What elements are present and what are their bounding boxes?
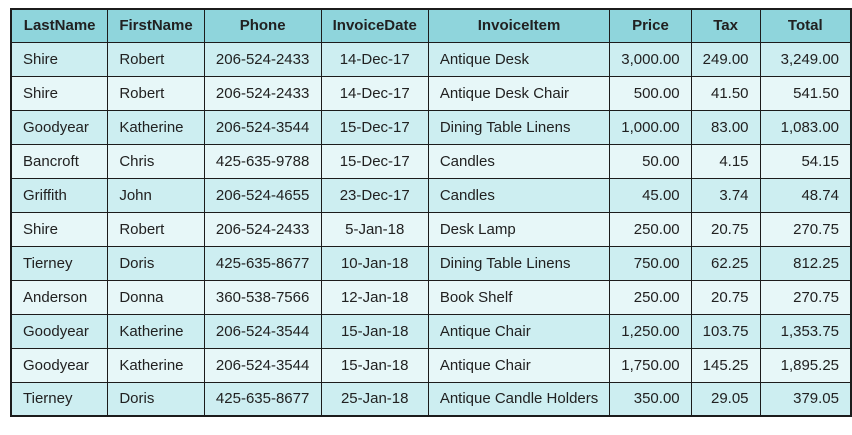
table-cell: 20.75 bbox=[691, 280, 760, 314]
table-cell: Katherine bbox=[108, 314, 204, 348]
table-cell: 1,000.00 bbox=[610, 110, 691, 144]
table-cell: 206-524-2433 bbox=[204, 212, 321, 246]
table-cell: 4.15 bbox=[691, 144, 760, 178]
table-cell: Dining Table Linens bbox=[428, 246, 609, 280]
table-body bbox=[11, 42, 851, 416]
table-row bbox=[11, 42, 851, 76]
table-cell: Antique Desk bbox=[428, 42, 609, 76]
table-cell: Robert bbox=[108, 42, 204, 76]
table-cell: 5-Jan-18 bbox=[321, 212, 428, 246]
table-row bbox=[11, 110, 851, 144]
table-cell: Candles bbox=[428, 178, 609, 212]
table-cell: 45.00 bbox=[610, 178, 691, 212]
table-cell: 350.00 bbox=[610, 382, 691, 416]
table-cell: 360-538-7566 bbox=[204, 280, 321, 314]
table-cell: 206-524-3544 bbox=[204, 314, 321, 348]
table-cell: Shire bbox=[11, 76, 108, 110]
table-cell: Candles bbox=[428, 144, 609, 178]
header-row bbox=[11, 9, 851, 42]
table-cell: Antique Candle Holders bbox=[428, 382, 609, 416]
table-cell: 270.75 bbox=[760, 212, 851, 246]
table-cell: Katherine bbox=[108, 110, 204, 144]
table-cell: Antique Chair bbox=[428, 348, 609, 382]
table-cell: Griffith bbox=[11, 178, 108, 212]
table-cell: 500.00 bbox=[610, 76, 691, 110]
table-cell: Doris bbox=[108, 246, 204, 280]
table-cell: 250.00 bbox=[610, 212, 691, 246]
table-cell: 1,895.25 bbox=[760, 348, 851, 382]
table-cell: 145.25 bbox=[691, 348, 760, 382]
table-cell: 15-Dec-17 bbox=[321, 110, 428, 144]
table-cell: Desk Lamp bbox=[428, 212, 609, 246]
table-cell: 12-Jan-18 bbox=[321, 280, 428, 314]
header-cell-tax: Tax bbox=[691, 9, 760, 42]
table-cell: Shire bbox=[11, 212, 108, 246]
table-row bbox=[11, 212, 851, 246]
header-cell-lastname: LastName bbox=[11, 9, 108, 42]
table-cell: Robert bbox=[108, 76, 204, 110]
table-cell: 62.25 bbox=[691, 246, 760, 280]
table-cell: Shire bbox=[11, 42, 108, 76]
header-cell-invoicedate: InvoiceDate bbox=[321, 9, 428, 42]
table-cell: 54.15 bbox=[760, 144, 851, 178]
table-row bbox=[11, 76, 851, 110]
table-cell: 425-635-9788 bbox=[204, 144, 321, 178]
table-cell: Tierney bbox=[11, 382, 108, 416]
table-header bbox=[11, 9, 851, 42]
table-cell: 379.05 bbox=[760, 382, 851, 416]
table-cell: 206-524-3544 bbox=[204, 110, 321, 144]
table-cell: 48.74 bbox=[760, 178, 851, 212]
table-row bbox=[11, 280, 851, 314]
table-cell: 250.00 bbox=[610, 280, 691, 314]
table-cell: 249.00 bbox=[691, 42, 760, 76]
table-cell: Antique Chair bbox=[428, 314, 609, 348]
header-cell-firstname: FirstName bbox=[108, 9, 204, 42]
table-row bbox=[11, 314, 851, 348]
table-cell: Book Shelf bbox=[428, 280, 609, 314]
table-row bbox=[11, 382, 851, 416]
table-cell: 206-524-2433 bbox=[204, 76, 321, 110]
table-cell: 3,000.00 bbox=[610, 42, 691, 76]
table-row bbox=[11, 348, 851, 382]
table-cell: Katherine bbox=[108, 348, 204, 382]
table-cell: 15-Jan-18 bbox=[321, 348, 428, 382]
table-cell: 25-Jan-18 bbox=[321, 382, 428, 416]
header-cell-price: Price bbox=[610, 9, 691, 42]
table-cell: 14-Dec-17 bbox=[321, 42, 428, 76]
table-cell: 3.74 bbox=[691, 178, 760, 212]
table-cell: 1,353.75 bbox=[760, 314, 851, 348]
table-cell: 14-Dec-17 bbox=[321, 76, 428, 110]
table-cell: 20.75 bbox=[691, 212, 760, 246]
table-cell: Chris bbox=[108, 144, 204, 178]
table-cell: 1,750.00 bbox=[610, 348, 691, 382]
table-cell: 23-Dec-17 bbox=[321, 178, 428, 212]
table-cell: 15-Jan-18 bbox=[321, 314, 428, 348]
table-row bbox=[11, 178, 851, 212]
table-cell: 29.05 bbox=[691, 382, 760, 416]
table-cell: 425-635-8677 bbox=[204, 382, 321, 416]
table-cell: Robert bbox=[108, 212, 204, 246]
table-cell: 206-524-3544 bbox=[204, 348, 321, 382]
table-row bbox=[11, 246, 851, 280]
table-cell: 103.75 bbox=[691, 314, 760, 348]
table-cell: John bbox=[108, 178, 204, 212]
header-cell-total: Total bbox=[760, 9, 851, 42]
table-cell: 1,250.00 bbox=[610, 314, 691, 348]
table-cell: 750.00 bbox=[610, 246, 691, 280]
table-cell: Anderson bbox=[11, 280, 108, 314]
table-cell: Goodyear bbox=[11, 110, 108, 144]
table-cell: Dining Table Linens bbox=[428, 110, 609, 144]
table-cell: Tierney bbox=[11, 246, 108, 280]
table-cell: 812.25 bbox=[760, 246, 851, 280]
table-cell: Antique Desk Chair bbox=[428, 76, 609, 110]
table-cell: 3,249.00 bbox=[760, 42, 851, 76]
table-cell: 270.75 bbox=[760, 280, 851, 314]
table-cell: 10-Jan-18 bbox=[321, 246, 428, 280]
table-cell: Goodyear bbox=[11, 314, 108, 348]
invoice-table bbox=[10, 8, 852, 417]
header-cell-invoiceitem: InvoiceItem bbox=[428, 9, 609, 42]
table-cell: Doris bbox=[108, 382, 204, 416]
header-cell-phone: Phone bbox=[204, 9, 321, 42]
table-cell: 541.50 bbox=[760, 76, 851, 110]
table-cell: 206-524-4655 bbox=[204, 178, 321, 212]
table-cell: 15-Dec-17 bbox=[321, 144, 428, 178]
table-cell: 50.00 bbox=[610, 144, 691, 178]
table-cell: 83.00 bbox=[691, 110, 760, 144]
table-cell: 425-635-8677 bbox=[204, 246, 321, 280]
table-cell: Bancroft bbox=[11, 144, 108, 178]
table-cell: Donna bbox=[108, 280, 204, 314]
table-cell: Goodyear bbox=[11, 348, 108, 382]
table-cell: 206-524-2433 bbox=[204, 42, 321, 76]
table-cell: 41.50 bbox=[691, 76, 760, 110]
table-row bbox=[11, 144, 851, 178]
table-cell: 1,083.00 bbox=[760, 110, 851, 144]
